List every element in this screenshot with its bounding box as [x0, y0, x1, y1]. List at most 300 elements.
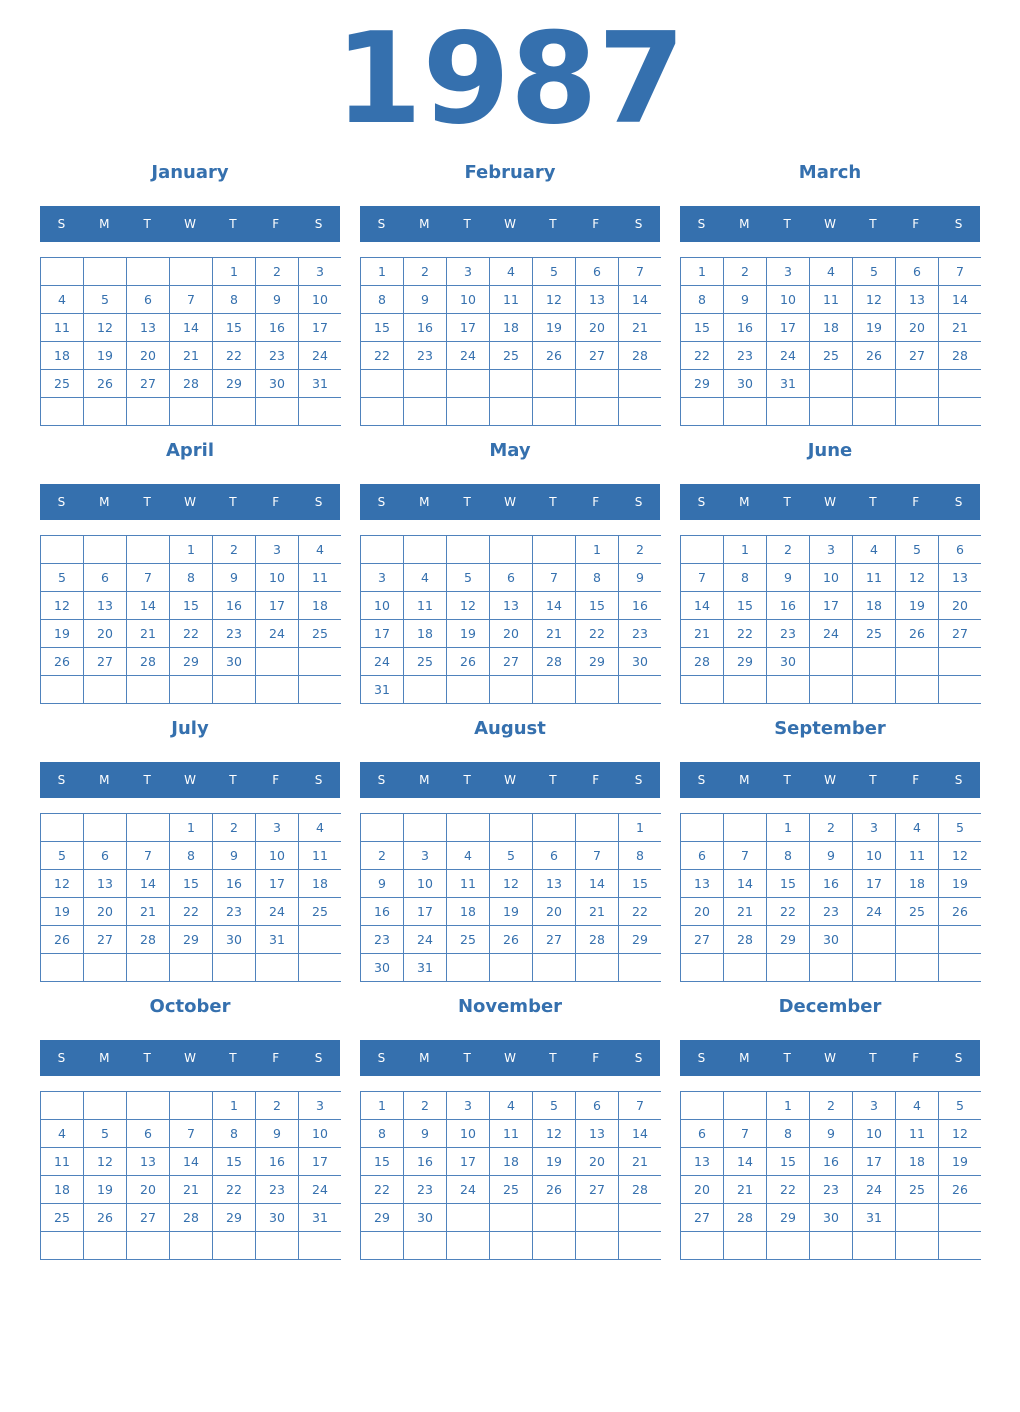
day-cell: 6	[84, 842, 126, 869]
day-cell: 14	[619, 1120, 661, 1147]
empty-day-cell	[810, 954, 852, 981]
day-cell: 11	[404, 592, 446, 619]
empty-day-cell	[853, 398, 895, 425]
weekday-label: S	[954, 495, 963, 509]
empty-day-cell	[810, 1232, 852, 1259]
day-cell: 25	[41, 1204, 83, 1231]
day-cell: 27	[939, 620, 981, 647]
empty-day-cell	[724, 1092, 766, 1119]
day-cell: 31	[299, 1204, 341, 1231]
empty-day-cell	[853, 676, 895, 703]
day-cell: 15	[619, 870, 661, 897]
empty-day-cell	[256, 648, 298, 675]
day-cell: 28	[619, 342, 661, 369]
weekday-label: W	[824, 495, 836, 509]
empty-day-cell	[299, 398, 341, 425]
day-cell: 20	[533, 898, 575, 925]
day-cell: 7	[939, 258, 981, 285]
weekday-label: W	[824, 773, 836, 787]
day-cell: 20	[576, 1148, 618, 1175]
day-cell: 5	[939, 814, 981, 841]
weekday-label: T	[783, 217, 791, 231]
weekday-header	[360, 762, 660, 798]
empty-day-cell	[41, 1232, 83, 1259]
empty-day-cell	[213, 954, 255, 981]
weekday-label: M	[739, 217, 750, 231]
empty-day-cell	[299, 676, 341, 703]
day-cell: 4	[41, 286, 83, 313]
empty-day-cell	[447, 370, 489, 397]
weekday-label: T	[143, 217, 151, 231]
empty-day-cell	[170, 676, 212, 703]
day-cell: 30	[767, 648, 809, 675]
empty-day-cell	[896, 954, 938, 981]
empty-day-cell	[533, 676, 575, 703]
empty-day-cell	[681, 1092, 723, 1119]
day-cell: 8	[767, 842, 809, 869]
empty-day-cell	[724, 954, 766, 981]
weekday-label: T	[549, 495, 557, 509]
empty-day-cell	[619, 676, 661, 703]
weekday-label: T	[463, 495, 471, 509]
day-cell: 5	[533, 258, 575, 285]
day-cell: 29	[724, 648, 766, 675]
empty-day-cell	[681, 954, 723, 981]
empty-day-cell	[404, 1232, 446, 1259]
day-cell: 9	[361, 870, 403, 897]
day-cell: 13	[84, 592, 126, 619]
empty-day-cell	[127, 398, 169, 425]
day-cell: 13	[533, 870, 575, 897]
empty-day-cell	[256, 676, 298, 703]
day-cell: 14	[939, 286, 981, 313]
weekday-label: S	[697, 1051, 706, 1065]
day-cell: 28	[170, 370, 212, 397]
day-cell: 24	[853, 1176, 895, 1203]
day-cell: 23	[619, 620, 661, 647]
empty-day-cell	[533, 1204, 575, 1231]
day-cell: 20	[84, 898, 126, 925]
day-cell: 7	[127, 842, 169, 869]
day-cell: 21	[619, 314, 661, 341]
month-name: October	[149, 996, 231, 1017]
day-cell: 28	[576, 926, 618, 953]
empty-day-cell	[84, 814, 126, 841]
empty-day-cell	[170, 954, 212, 981]
weekday-label: S	[314, 773, 323, 787]
weekday-label: S	[377, 1051, 386, 1065]
empty-day-cell	[170, 258, 212, 285]
weekday-label: T	[229, 217, 237, 231]
day-cell: 15	[170, 870, 212, 897]
day-cell: 23	[810, 1176, 852, 1203]
empty-day-cell	[84, 954, 126, 981]
day-cell: 9	[767, 564, 809, 591]
month-name: May	[489, 440, 531, 461]
day-cell: 18	[41, 342, 83, 369]
day-grid	[680, 813, 981, 982]
weekday-label: T	[463, 217, 471, 231]
empty-day-cell	[41, 258, 83, 285]
day-cell: 31	[853, 1204, 895, 1231]
weekday-label: T	[869, 495, 877, 509]
day-cell: 14	[127, 870, 169, 897]
month-name: September	[774, 718, 886, 739]
day-cell: 29	[619, 926, 661, 953]
day-cell: 15	[767, 870, 809, 897]
day-cell: 27	[533, 926, 575, 953]
empty-day-cell	[576, 676, 618, 703]
day-cell: 8	[361, 286, 403, 313]
empty-day-cell	[127, 536, 169, 563]
day-cell: 23	[404, 342, 446, 369]
empty-day-cell	[724, 398, 766, 425]
day-cell: 29	[576, 648, 618, 675]
empty-day-cell	[767, 398, 809, 425]
day-cell: 13	[681, 870, 723, 897]
day-cell: 12	[490, 870, 532, 897]
day-cell: 11	[41, 314, 83, 341]
day-cell: 15	[576, 592, 618, 619]
weekday-label: T	[783, 1051, 791, 1065]
day-cell: 17	[299, 1148, 341, 1175]
day-cell: 5	[41, 842, 83, 869]
weekday-label: S	[57, 217, 66, 231]
day-cell: 30	[256, 1204, 298, 1231]
weekday-label: M	[419, 217, 430, 231]
day-cell: 24	[767, 342, 809, 369]
day-cell: 18	[490, 1148, 532, 1175]
day-cell: 13	[939, 564, 981, 591]
empty-day-cell	[213, 1232, 255, 1259]
day-cell: 11	[810, 286, 852, 313]
day-cell: 24	[361, 648, 403, 675]
day-cell: 8	[576, 564, 618, 591]
empty-day-cell	[490, 954, 532, 981]
weekday-label: T	[463, 773, 471, 787]
weekday-header	[680, 762, 980, 798]
day-cell: 7	[681, 564, 723, 591]
empty-day-cell	[84, 536, 126, 563]
day-cell: 1	[619, 814, 661, 841]
empty-day-cell	[939, 954, 981, 981]
day-cell: 4	[896, 814, 938, 841]
day-cell: 29	[170, 926, 212, 953]
day-cell: 2	[361, 842, 403, 869]
day-cell: 21	[724, 898, 766, 925]
empty-day-cell	[127, 676, 169, 703]
weekday-label: M	[99, 217, 110, 231]
empty-day-cell	[84, 398, 126, 425]
empty-day-cell	[681, 676, 723, 703]
day-cell: 6	[84, 564, 126, 591]
empty-day-cell	[361, 370, 403, 397]
day-cell: 11	[447, 870, 489, 897]
day-cell: 3	[853, 814, 895, 841]
weekday-label: S	[57, 773, 66, 787]
weekday-label: S	[57, 495, 66, 509]
day-cell: 24	[447, 1176, 489, 1203]
day-grid	[680, 535, 981, 704]
day-cell: 3	[404, 842, 446, 869]
day-cell: 1	[767, 1092, 809, 1119]
day-cell: 18	[299, 592, 341, 619]
weekday-label: F	[912, 217, 920, 231]
day-cell: 10	[810, 564, 852, 591]
day-cell: 24	[256, 898, 298, 925]
day-cell: 30	[213, 926, 255, 953]
weekday-label: S	[634, 1051, 643, 1065]
day-cell: 2	[810, 1092, 852, 1119]
day-cell: 19	[41, 620, 83, 647]
day-cell: 26	[84, 370, 126, 397]
day-cell: 17	[256, 870, 298, 897]
weekday-label: T	[869, 773, 877, 787]
day-cell: 9	[404, 286, 446, 313]
day-cell: 17	[361, 620, 403, 647]
day-cell: 12	[41, 592, 83, 619]
day-cell: 2	[256, 1092, 298, 1119]
day-cell: 19	[41, 898, 83, 925]
weekday-label: S	[634, 773, 643, 787]
empty-day-cell	[490, 1204, 532, 1231]
day-cell: 27	[490, 648, 532, 675]
weekday-label: F	[272, 495, 280, 509]
empty-day-cell	[853, 1232, 895, 1259]
day-cell: 22	[767, 1176, 809, 1203]
weekday-label: S	[314, 495, 323, 509]
day-cell: 18	[41, 1176, 83, 1203]
day-cell: 28	[127, 648, 169, 675]
empty-day-cell	[576, 954, 618, 981]
day-cell: 7	[724, 1120, 766, 1147]
day-cell: 6	[681, 842, 723, 869]
empty-day-cell	[299, 1232, 341, 1259]
day-cell: 11	[490, 286, 532, 313]
empty-day-cell	[533, 1232, 575, 1259]
day-cell: 25	[447, 926, 489, 953]
year-title: 1987	[334, 5, 686, 152]
day-cell: 16	[213, 592, 255, 619]
empty-day-cell	[767, 954, 809, 981]
day-cell: 4	[490, 258, 532, 285]
day-cell: 15	[213, 1148, 255, 1175]
day-cell: 26	[853, 342, 895, 369]
weekday-label: F	[592, 1051, 600, 1065]
day-grid	[40, 535, 341, 704]
day-cell: 19	[939, 1148, 981, 1175]
month-name: November	[457, 996, 563, 1017]
empty-day-cell	[490, 398, 532, 425]
day-cell: 13	[576, 1120, 618, 1147]
day-cell: 7	[576, 842, 618, 869]
day-cell: 20	[939, 592, 981, 619]
day-cell: 13	[84, 870, 126, 897]
day-cell: 6	[127, 286, 169, 313]
empty-day-cell	[576, 1232, 618, 1259]
day-cell: 8	[767, 1120, 809, 1147]
weekday-label: T	[869, 1051, 877, 1065]
weekday-label: S	[377, 217, 386, 231]
day-cell: 27	[896, 342, 938, 369]
weekday-label: T	[143, 773, 151, 787]
empty-day-cell	[853, 370, 895, 397]
month-name: March	[798, 162, 862, 183]
empty-day-cell	[41, 814, 83, 841]
empty-day-cell	[299, 954, 341, 981]
weekday-header	[40, 484, 340, 520]
weekday-label: W	[184, 217, 196, 231]
day-cell: 14	[724, 1148, 766, 1175]
day-cell: 7	[619, 1092, 661, 1119]
day-cell: 9	[256, 286, 298, 313]
day-cell: 9	[213, 842, 255, 869]
month-name: December	[778, 996, 882, 1017]
day-cell: 13	[127, 1148, 169, 1175]
empty-day-cell	[939, 1204, 981, 1231]
empty-day-cell	[939, 1232, 981, 1259]
month-name: April	[165, 440, 215, 461]
empty-day-cell	[853, 926, 895, 953]
empty-day-cell	[724, 676, 766, 703]
day-cell: 6	[681, 1120, 723, 1147]
weekday-label: F	[592, 773, 600, 787]
empty-day-cell	[896, 926, 938, 953]
day-cell: 23	[256, 1176, 298, 1203]
day-cell: 5	[447, 564, 489, 591]
day-cell: 5	[84, 286, 126, 313]
day-cell: 30	[810, 926, 852, 953]
day-cell: 27	[84, 648, 126, 675]
day-cell: 2	[767, 536, 809, 563]
weekday-label: M	[99, 1051, 110, 1065]
day-cell: 24	[447, 342, 489, 369]
weekday-header	[40, 206, 340, 242]
empty-day-cell	[404, 676, 446, 703]
weekday-label: S	[954, 773, 963, 787]
day-cell: 2	[213, 536, 255, 563]
weekday-label: F	[272, 217, 280, 231]
empty-day-cell	[490, 814, 532, 841]
empty-day-cell	[939, 676, 981, 703]
empty-day-cell	[361, 1232, 403, 1259]
day-cell: 31	[361, 676, 403, 703]
empty-day-cell	[619, 370, 661, 397]
empty-day-cell	[896, 676, 938, 703]
empty-day-cell	[576, 370, 618, 397]
weekday-header	[680, 1040, 980, 1076]
day-cell: 10	[404, 870, 446, 897]
day-cell: 9	[810, 842, 852, 869]
day-cell: 1	[361, 1092, 403, 1119]
day-cell: 13	[490, 592, 532, 619]
day-cell: 20	[127, 342, 169, 369]
day-cell: 23	[361, 926, 403, 953]
day-cell: 3	[447, 258, 489, 285]
day-cell: 21	[127, 898, 169, 925]
weekday-label: W	[184, 1051, 196, 1065]
weekday-header	[40, 762, 340, 798]
day-cell: 30	[256, 370, 298, 397]
day-cell: 4	[447, 842, 489, 869]
day-cell: 1	[213, 1092, 255, 1119]
day-cell: 6	[490, 564, 532, 591]
day-cell: 8	[170, 564, 212, 591]
day-cell: 17	[853, 870, 895, 897]
day-cell: 19	[447, 620, 489, 647]
day-cell: 3	[853, 1092, 895, 1119]
day-cell: 25	[810, 342, 852, 369]
day-cell: 8	[170, 842, 212, 869]
empty-day-cell	[810, 370, 852, 397]
day-cell: 22	[576, 620, 618, 647]
empty-day-cell	[404, 370, 446, 397]
day-cell: 14	[576, 870, 618, 897]
day-cell: 16	[256, 314, 298, 341]
day-cell: 19	[853, 314, 895, 341]
day-cell: 8	[724, 564, 766, 591]
day-cell: 25	[896, 898, 938, 925]
day-cell: 5	[84, 1120, 126, 1147]
weekday-label: W	[504, 773, 516, 787]
empty-day-cell	[447, 676, 489, 703]
empty-day-cell	[84, 1092, 126, 1119]
empty-day-cell	[533, 814, 575, 841]
empty-day-cell	[939, 370, 981, 397]
day-cell: 2	[810, 814, 852, 841]
day-cell: 4	[490, 1092, 532, 1119]
weekday-label: S	[634, 495, 643, 509]
day-cell: 17	[256, 592, 298, 619]
day-cell: 27	[84, 926, 126, 953]
day-cell: 23	[213, 898, 255, 925]
weekday-label: S	[954, 217, 963, 231]
empty-day-cell	[939, 648, 981, 675]
day-cell: 24	[299, 1176, 341, 1203]
day-cell: 9	[619, 564, 661, 591]
weekday-label: T	[783, 773, 791, 787]
day-cell: 28	[939, 342, 981, 369]
weekday-header	[40, 1040, 340, 1076]
day-cell: 27	[576, 1176, 618, 1203]
weekday-label: S	[314, 1051, 323, 1065]
day-cell: 10	[447, 1120, 489, 1147]
day-cell: 17	[447, 314, 489, 341]
day-cell: 22	[724, 620, 766, 647]
day-cell: 22	[361, 1176, 403, 1203]
empty-day-cell	[853, 648, 895, 675]
day-cell: 19	[84, 1176, 126, 1203]
day-cell: 5	[939, 1092, 981, 1119]
weekday-label: T	[229, 1051, 237, 1065]
day-cell: 13	[576, 286, 618, 313]
weekday-label: M	[419, 495, 430, 509]
empty-day-cell	[447, 536, 489, 563]
day-cell: 4	[810, 258, 852, 285]
empty-day-cell	[361, 814, 403, 841]
day-cell: 26	[939, 898, 981, 925]
day-cell: 15	[724, 592, 766, 619]
day-cell: 12	[896, 564, 938, 591]
day-cell: 20	[896, 314, 938, 341]
weekday-label: S	[377, 773, 386, 787]
day-cell: 21	[127, 620, 169, 647]
day-cell: 26	[939, 1176, 981, 1203]
weekday-label: F	[912, 495, 920, 509]
day-cell: 27	[127, 370, 169, 397]
empty-day-cell	[361, 398, 403, 425]
day-cell: 25	[41, 370, 83, 397]
